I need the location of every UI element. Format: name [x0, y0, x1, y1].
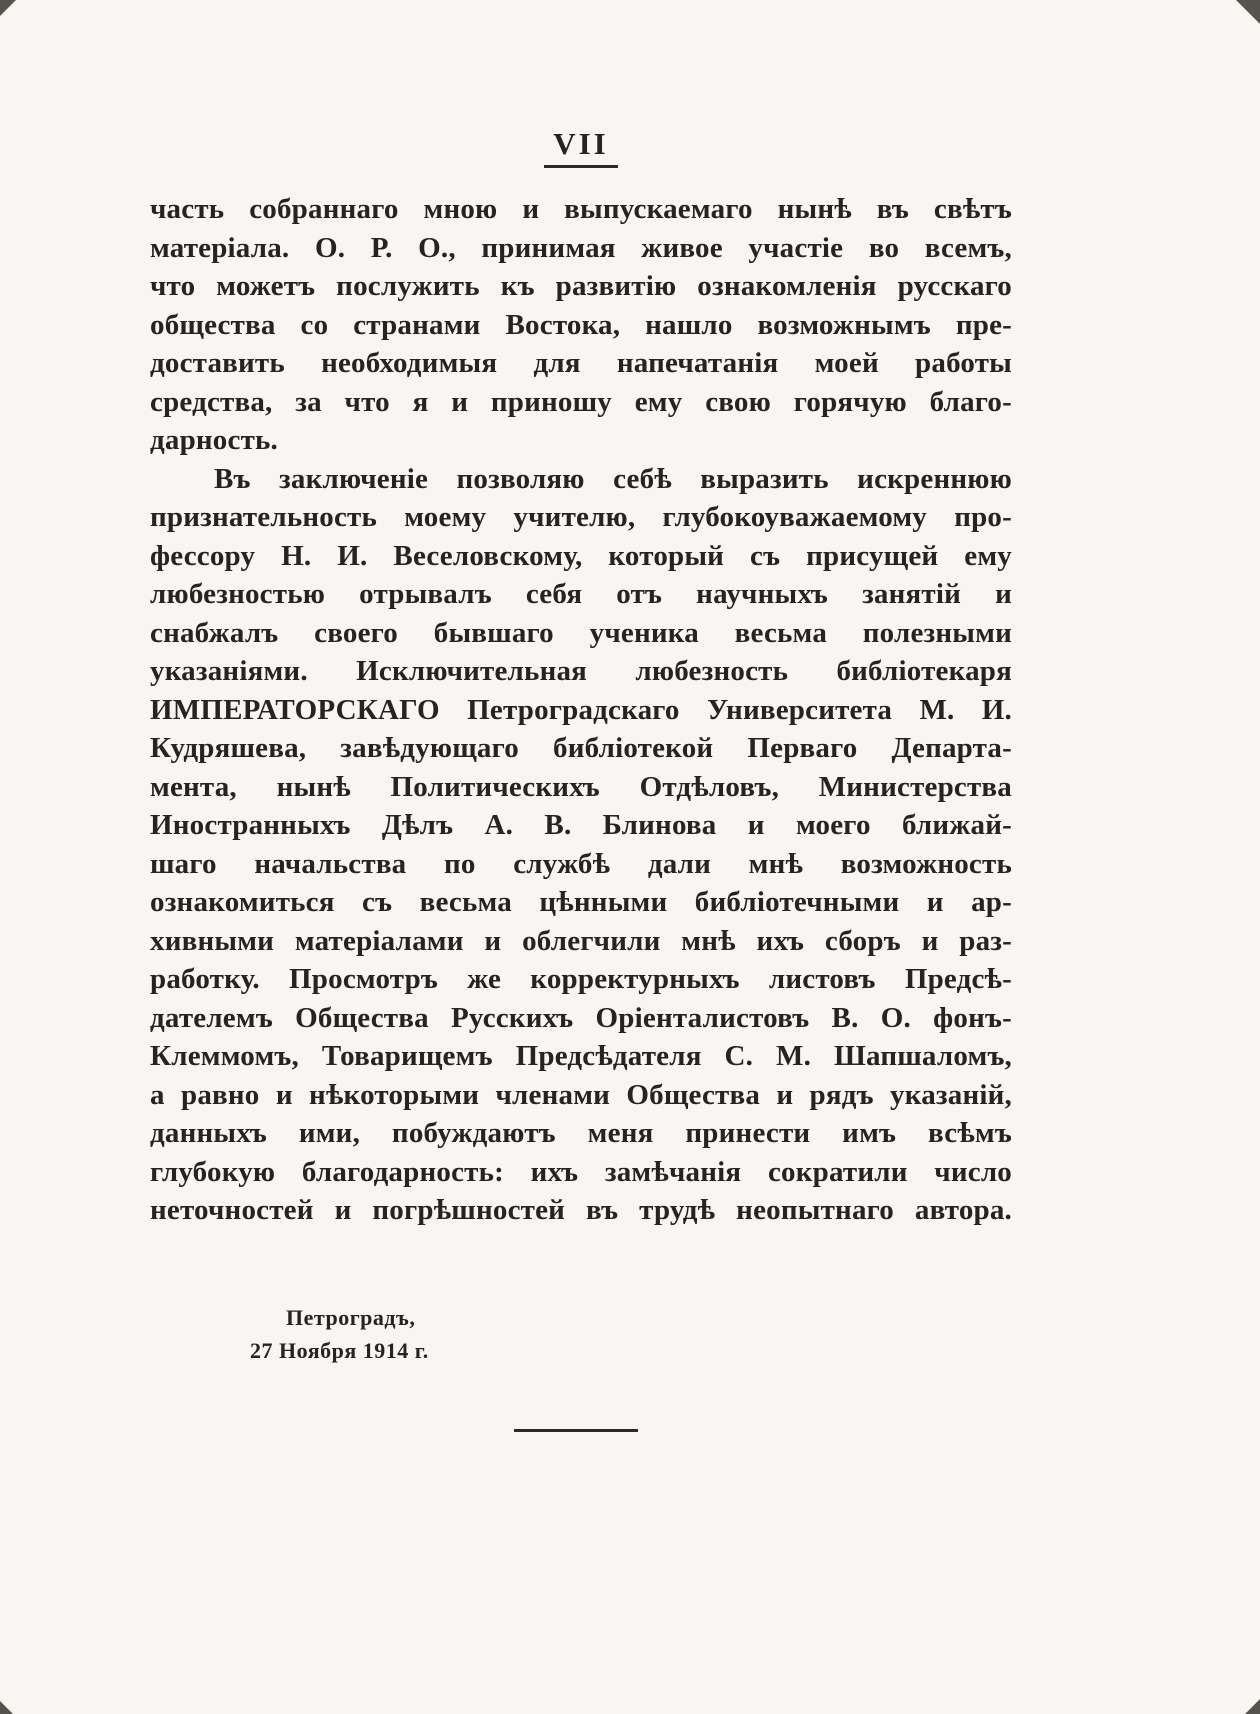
text-line: указаніями. Исключительная любезность библіотекаря	[150, 655, 1012, 687]
text-line: Въ заключеніе позволяю себѣ выразить искреннюю	[214, 462, 1012, 495]
text-line: доставить необходимыя для напечатанія моей работы	[150, 347, 1012, 379]
colophon	[250, 1301, 429, 1367]
text-line: любезностью отрывалъ себя отъ научныхъ занятій и	[150, 578, 1012, 610]
scan-corner-artifact-bottom-left	[0, 1701, 13, 1714]
text-line: мента, нынѣ Политическихъ Отдѣловъ, Министерства	[150, 770, 1012, 803]
end-rule	[514, 1429, 638, 1432]
text-line: хивными матеріалами и облегчили мнѣ ихъ сборъ и раз-	[150, 924, 1012, 957]
colophon-date: 27 Ноября 1914 г.	[250, 1338, 429, 1363]
text-line: средства, за что я и приношу ему свою горячую благо-	[150, 385, 1012, 418]
text-line: часть собраннаго мною и выпускаемаго нынѣ въ свѣтъ	[150, 193, 1012, 225]
text-line: Иностранныхъ Дѣлъ А. В. Блинова и моего ближай-	[150, 809, 1012, 841]
text-line: неточностей и погрѣшностей въ трудѣ неопытнаго автора.	[150, 1194, 1012, 1226]
text-line: данныхъ ими, побуждаютъ меня принести имъ всѣмъ	[150, 1117, 1012, 1149]
colophon-place: Петроградъ,	[286, 1305, 416, 1330]
text-line: Кудряшева, завѣдующаго библіотекой Перваго Департа-	[150, 732, 1012, 764]
text-line: дателемъ Общества Русскихъ Оріенталистовъ В. О. фонъ-	[150, 1001, 1012, 1034]
paragraph-2	[150, 460, 1012, 1230]
page-number-text: VII	[544, 126, 618, 168]
text-line: дарность.	[150, 424, 279, 456]
text-line: ИМПЕРАТОРСКАГО Петроградскаго Университета М. И.	[150, 693, 1012, 726]
scan-corner-artifact-top-left	[0, 0, 16, 16]
text-line: работку. Просмотръ же корректурныхъ листовъ Предсѣ-	[150, 963, 1012, 995]
page-body	[150, 190, 1012, 1230]
text-line: матеріала. О. Р. О., принимая живое участіе во всемъ,	[150, 231, 1012, 264]
text-line: ознакомиться съ весьма цѣнными библіотечными и ар-	[150, 886, 1012, 918]
text-line: фессору Н. И. Веселовскому, который съ присущей ему	[150, 539, 1012, 572]
text-line: снабжалъ своего бывшаго ученика весьма полезными	[150, 616, 1012, 649]
text-line: признательность моему учителю, глубокоуважаемому про-	[150, 501, 1012, 533]
text-line: шаго начальства по службѣ дали мнѣ возможность	[150, 847, 1012, 880]
scan-corner-artifact-top-right	[1236, 0, 1260, 24]
text-line: общества со странами Востока, нашло возможнымъ пре-	[150, 308, 1012, 341]
text-line: Клеммомъ, Товарищемъ Предсѣдателя С. М. Шапшаломъ,	[150, 1040, 1012, 1072]
page-number	[150, 126, 1012, 168]
text-line: а равно и нѣкоторыми членами Общества и рядъ указаній,	[150, 1078, 1012, 1111]
text-line: что можетъ послужить къ развитію ознакомленія русскаго	[150, 270, 1012, 302]
scan-corner-artifact-bottom-right	[1245, 1699, 1260, 1714]
text-line: глубокую благодарность: ихъ замѣчанія сократили число	[150, 1155, 1012, 1188]
paragraph-1	[150, 190, 1012, 460]
